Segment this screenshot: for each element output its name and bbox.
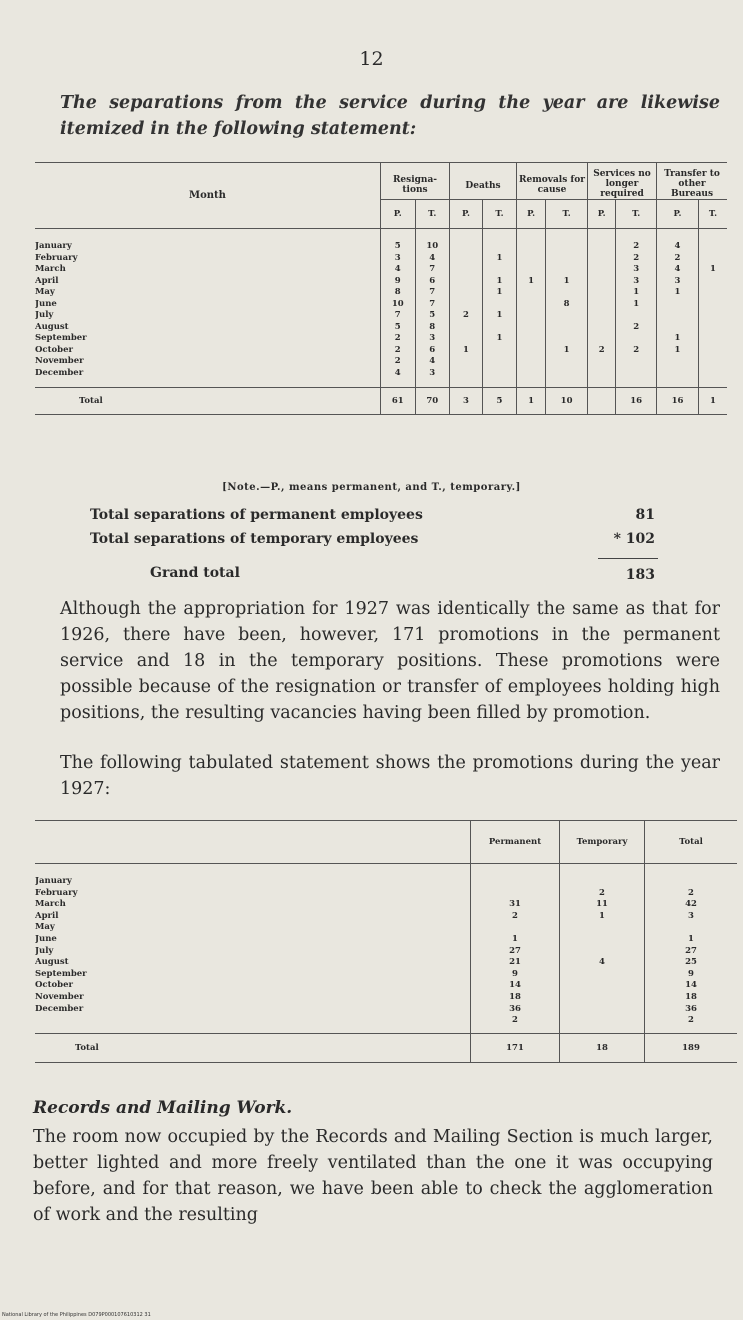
table-row	[35, 980, 737, 992]
table-row	[35, 368, 727, 380]
value-cell	[450, 299, 483, 311]
value-cell	[560, 1004, 645, 1016]
value-cell	[483, 368, 517, 380]
value-cell: 27	[471, 946, 560, 958]
value-cell: 1	[560, 911, 645, 923]
value-cell	[450, 287, 483, 299]
table-row	[35, 957, 737, 969]
total-cell: 16	[616, 388, 657, 415]
month-cell: November	[35, 356, 84, 366]
value-cell: 3	[415, 333, 450, 345]
month-cell: April	[35, 910, 59, 921]
value-cell: 2	[471, 1015, 560, 1027]
total-cell: 1	[517, 388, 546, 415]
sub-p: P.	[588, 200, 616, 229]
total-cell: 1	[699, 388, 727, 415]
value-cell	[517, 264, 546, 276]
value-cell: 42	[645, 899, 738, 911]
value-cell: 11	[560, 899, 645, 911]
value-cell: 2	[657, 253, 699, 265]
value-cell	[699, 253, 727, 265]
total-cell: 189	[645, 1033, 738, 1062]
month-cell: May	[35, 287, 55, 297]
month-header: Month	[35, 163, 381, 229]
total-label: Total	[79, 396, 103, 406]
table-row	[35, 899, 737, 911]
value-cell	[546, 253, 588, 265]
value-cell: 10	[415, 229, 450, 253]
value-cell	[450, 322, 483, 334]
table-row	[35, 1004, 737, 1016]
value-cell: 7	[415, 287, 450, 299]
value-cell	[588, 310, 616, 322]
month-cell: September	[35, 968, 87, 979]
total-temporary-label: Total separations of temporary employees	[90, 531, 419, 547]
value-cell	[450, 264, 483, 276]
month-cell	[35, 1015, 471, 1027]
value-cell	[546, 264, 588, 276]
month-cell: November	[35, 991, 84, 1002]
value-cell	[517, 356, 546, 368]
table-row	[35, 969, 737, 981]
value-cell	[483, 356, 517, 368]
total-cell: 18	[560, 1033, 645, 1062]
separations-table	[35, 162, 727, 415]
value-cell	[699, 229, 727, 253]
value-cell: 2	[645, 888, 738, 900]
value-cell: 4	[381, 368, 416, 380]
value-cell: 1	[483, 253, 517, 265]
value-cell: 2	[471, 911, 560, 923]
value-cell: 2	[381, 345, 416, 357]
value-cell: 9	[471, 969, 560, 981]
value-cell	[616, 368, 657, 380]
value-cell: 3	[616, 264, 657, 276]
value-cell: 31	[471, 899, 560, 911]
value-cell	[588, 368, 616, 380]
table-row	[35, 992, 737, 1004]
sub-p: P.	[517, 200, 546, 229]
value-cell	[699, 276, 727, 288]
value-cell: 1	[645, 934, 738, 946]
value-cell	[450, 333, 483, 345]
value-cell: 1	[699, 264, 727, 276]
value-cell: 3	[616, 276, 657, 288]
value-cell	[517, 368, 546, 380]
value-cell: 3	[657, 276, 699, 288]
value-cell: 2	[450, 310, 483, 322]
value-cell	[483, 299, 517, 311]
table-row	[35, 264, 727, 276]
total-permanent-label: Total separations of permanent employees	[90, 507, 423, 523]
value-cell: 4	[415, 253, 450, 265]
value-cell	[450, 356, 483, 368]
value-cell: 3	[645, 911, 738, 923]
value-cell	[588, 253, 616, 265]
value-cell	[588, 287, 616, 299]
value-cell	[483, 264, 517, 276]
value-cell	[657, 322, 699, 334]
page-number: 12	[359, 48, 384, 70]
value-cell: 8	[546, 299, 588, 311]
month-cell: February	[35, 252, 78, 263]
table-row	[35, 322, 727, 334]
header-resignations: Resigna-tions	[381, 163, 450, 200]
value-cell: 25	[645, 957, 738, 969]
month-cell: June	[35, 933, 57, 944]
value-cell	[616, 333, 657, 345]
value-cell	[560, 946, 645, 958]
total-cell: 70	[415, 388, 450, 415]
value-cell	[546, 310, 588, 322]
value-cell	[560, 1015, 645, 1027]
value-cell: 9	[381, 276, 416, 288]
value-cell: 2	[645, 1015, 738, 1027]
value-cell: 8	[381, 287, 416, 299]
value-cell: 1	[483, 276, 517, 288]
value-cell	[546, 333, 588, 345]
month-cell: January	[35, 241, 72, 251]
value-cell: 5	[381, 322, 416, 334]
value-cell	[560, 980, 645, 992]
grand-total-label: Grand total	[150, 565, 240, 581]
value-cell: 3	[381, 253, 416, 265]
month-cell: February	[35, 887, 78, 898]
header-transfer: Transfer to other Bureaus	[657, 163, 728, 200]
value-cell: 5	[381, 229, 416, 253]
value-cell	[699, 356, 727, 368]
value-cell	[588, 356, 616, 368]
table-row	[35, 345, 727, 357]
value-cell	[657, 368, 699, 380]
value-cell	[588, 276, 616, 288]
value-cell	[560, 969, 645, 981]
table-row	[35, 276, 727, 288]
value-cell: 3	[415, 368, 450, 380]
tabulated-intro: The following tabulated statement shows the promotions during the year 1927:	[60, 753, 720, 799]
header-total: Total	[645, 821, 738, 864]
value-cell	[471, 888, 560, 900]
month-cell: September	[35, 333, 87, 343]
total-cell: 61	[381, 388, 416, 415]
value-cell: 4	[415, 356, 450, 368]
table-row	[35, 946, 737, 958]
table-row	[35, 911, 737, 923]
value-cell	[699, 299, 727, 311]
value-cell: 2	[381, 356, 416, 368]
sub-t: T.	[483, 200, 517, 229]
value-cell	[645, 864, 738, 888]
value-cell	[588, 299, 616, 311]
table-note: [Note.—P., means permanent, and T., temporary.]	[222, 482, 521, 493]
month-cell: October	[35, 344, 74, 355]
value-cell	[657, 299, 699, 311]
table-row	[35, 356, 727, 368]
sub-p: P.	[450, 200, 483, 229]
total-cell: 5	[483, 388, 517, 415]
value-cell	[450, 253, 483, 265]
value-cell: 4	[657, 229, 699, 253]
grand-total-value: 183	[625, 567, 655, 583]
month-cell: June	[35, 298, 57, 309]
value-cell	[699, 333, 727, 345]
table-row	[35, 229, 727, 253]
value-cell: 5	[415, 310, 450, 322]
table-row	[35, 333, 727, 345]
sub-t: T.	[415, 200, 450, 229]
value-cell	[699, 310, 727, 322]
value-cell: 7	[381, 310, 416, 322]
value-cell	[560, 934, 645, 946]
month-cell: April	[35, 275, 59, 286]
value-cell: 2	[588, 345, 616, 357]
value-cell: 27	[645, 946, 738, 958]
value-cell	[517, 253, 546, 265]
value-cell: 1	[517, 276, 546, 288]
month-cell: July	[35, 310, 54, 320]
value-cell: 36	[645, 1004, 738, 1016]
value-cell	[657, 310, 699, 322]
value-cell: 2	[560, 888, 645, 900]
sub-p: P.	[657, 200, 699, 229]
value-cell	[483, 229, 517, 253]
value-cell	[616, 310, 657, 322]
value-cell	[450, 368, 483, 380]
sum-rule	[598, 558, 658, 559]
value-cell	[588, 333, 616, 345]
value-cell	[450, 276, 483, 288]
value-cell: 4	[381, 264, 416, 276]
value-cell: 2	[616, 229, 657, 253]
footer-credit: National Library of the Philippines D079P000107610312 31	[2, 1312, 151, 1318]
value-cell	[517, 287, 546, 299]
table-row	[35, 888, 737, 900]
value-cell: 10	[381, 299, 416, 311]
month-cell: August	[35, 321, 69, 332]
value-cell	[560, 992, 645, 1004]
header-removals: Removals for cause	[517, 163, 588, 200]
value-cell: 21	[471, 957, 560, 969]
value-cell: 2	[381, 333, 416, 345]
value-cell	[657, 356, 699, 368]
intro-paragraph: The separations from the service during the year are likewise itemized in the following statement:	[60, 93, 720, 139]
value-cell: 36	[471, 1004, 560, 1016]
value-cell	[560, 922, 645, 934]
value-cell: 8	[415, 322, 450, 334]
value-cell: 2	[616, 322, 657, 334]
value-cell	[483, 322, 517, 334]
value-cell	[471, 864, 560, 888]
value-cell: 1	[450, 345, 483, 357]
month-cell: March	[35, 899, 66, 910]
value-cell: 2	[616, 253, 657, 265]
header-services-no-longer-required: Services no longer required	[588, 163, 657, 200]
total-cell: 10	[546, 388, 588, 415]
total-label: Total	[75, 1042, 99, 1053]
value-cell: 1	[483, 333, 517, 345]
value-cell	[546, 287, 588, 299]
value-cell: 1	[471, 934, 560, 946]
records-paragraph: The room now occupied by the Records and Mailing Section is much larger, better lighted and more freely ventilated than the one it was occupying before, and for that reason, we have been able to check the agglomeration of work and the resulting	[33, 1127, 713, 1225]
value-cell: 4	[560, 957, 645, 969]
value-cell	[699, 287, 727, 299]
value-cell: 1	[483, 287, 517, 299]
value-cell	[450, 229, 483, 253]
value-cell: 1	[657, 333, 699, 345]
value-cell	[699, 368, 727, 380]
value-cell	[517, 299, 546, 311]
value-cell: 18	[645, 992, 738, 1004]
total-cell	[588, 388, 616, 415]
value-cell: 1	[616, 299, 657, 311]
value-cell	[588, 264, 616, 276]
table-row	[35, 287, 727, 299]
value-cell: 7	[415, 264, 450, 276]
header-temporary: Temporary	[560, 821, 645, 864]
value-cell: 6	[415, 345, 450, 357]
value-cell: 9	[645, 969, 738, 981]
month-cell: December	[35, 367, 84, 378]
table-row	[35, 310, 727, 322]
sub-p: P.	[381, 200, 416, 229]
value-cell	[546, 322, 588, 334]
value-cell: 14	[471, 980, 560, 992]
value-cell: 2	[616, 345, 657, 357]
value-cell	[699, 345, 727, 357]
value-cell: 1	[546, 276, 588, 288]
value-cell	[517, 345, 546, 357]
value-cell: 7	[415, 299, 450, 311]
value-cell	[546, 229, 588, 253]
sub-t: T.	[546, 200, 588, 229]
table-row	[35, 299, 727, 311]
total-row	[35, 1033, 737, 1062]
value-cell	[546, 368, 588, 380]
value-cell: 4	[657, 264, 699, 276]
total-row	[35, 388, 727, 415]
value-cell: 1	[483, 310, 517, 322]
total-cell: 16	[657, 388, 699, 415]
value-cell	[645, 922, 738, 934]
value-cell: 1	[616, 287, 657, 299]
table-row	[35, 922, 737, 934]
promotions-paragraph: Although the appropriation for 1927 was identically the same as that for 1926, there have been, however, 171 promotions in the permanent service and 18 in the temporary positions. These promotions were possible because of the resignation or transfer of employees holding high positions, the resulting vacancies having been filled by promotion.	[60, 599, 720, 723]
value-cell	[546, 356, 588, 368]
header-deaths: Deaths	[450, 163, 517, 200]
value-cell	[560, 864, 645, 888]
value-cell	[517, 310, 546, 322]
value-cell: 18	[471, 992, 560, 1004]
month-cell: January	[35, 876, 72, 886]
value-cell: 6	[415, 276, 450, 288]
value-cell: 1	[657, 287, 699, 299]
table-row	[35, 864, 737, 888]
value-cell	[616, 356, 657, 368]
value-cell: 1	[546, 345, 588, 357]
table-row	[35, 253, 727, 265]
table-row	[35, 1015, 737, 1027]
value-cell	[699, 322, 727, 334]
month-cell: July	[35, 945, 54, 956]
sub-t: T.	[699, 200, 727, 229]
value-cell	[517, 322, 546, 334]
value-cell	[483, 345, 517, 357]
value-cell	[517, 229, 546, 253]
table-row	[35, 934, 737, 946]
value-cell: 14	[645, 980, 738, 992]
sub-t: T.	[616, 200, 657, 229]
total-cell: 3	[450, 388, 483, 415]
total-permanent-value: 81	[635, 507, 655, 523]
section-heading: Records and Mailing Work.	[33, 1098, 293, 1118]
value-cell	[471, 922, 560, 934]
month-cell: October	[35, 980, 74, 991]
value-cell	[517, 333, 546, 345]
month-cell: May	[35, 922, 55, 933]
month-cell: March	[35, 264, 66, 274]
value-cell	[588, 322, 616, 334]
promotions-table	[35, 820, 737, 1063]
value-cell: 1	[657, 345, 699, 357]
value-cell	[588, 229, 616, 253]
total-cell: 171	[471, 1033, 560, 1062]
month-cell: December	[35, 1003, 84, 1014]
header-permanent: Permanent	[471, 821, 560, 864]
total-temporary-value: * 102	[613, 531, 655, 547]
month-cell: August	[35, 957, 69, 968]
